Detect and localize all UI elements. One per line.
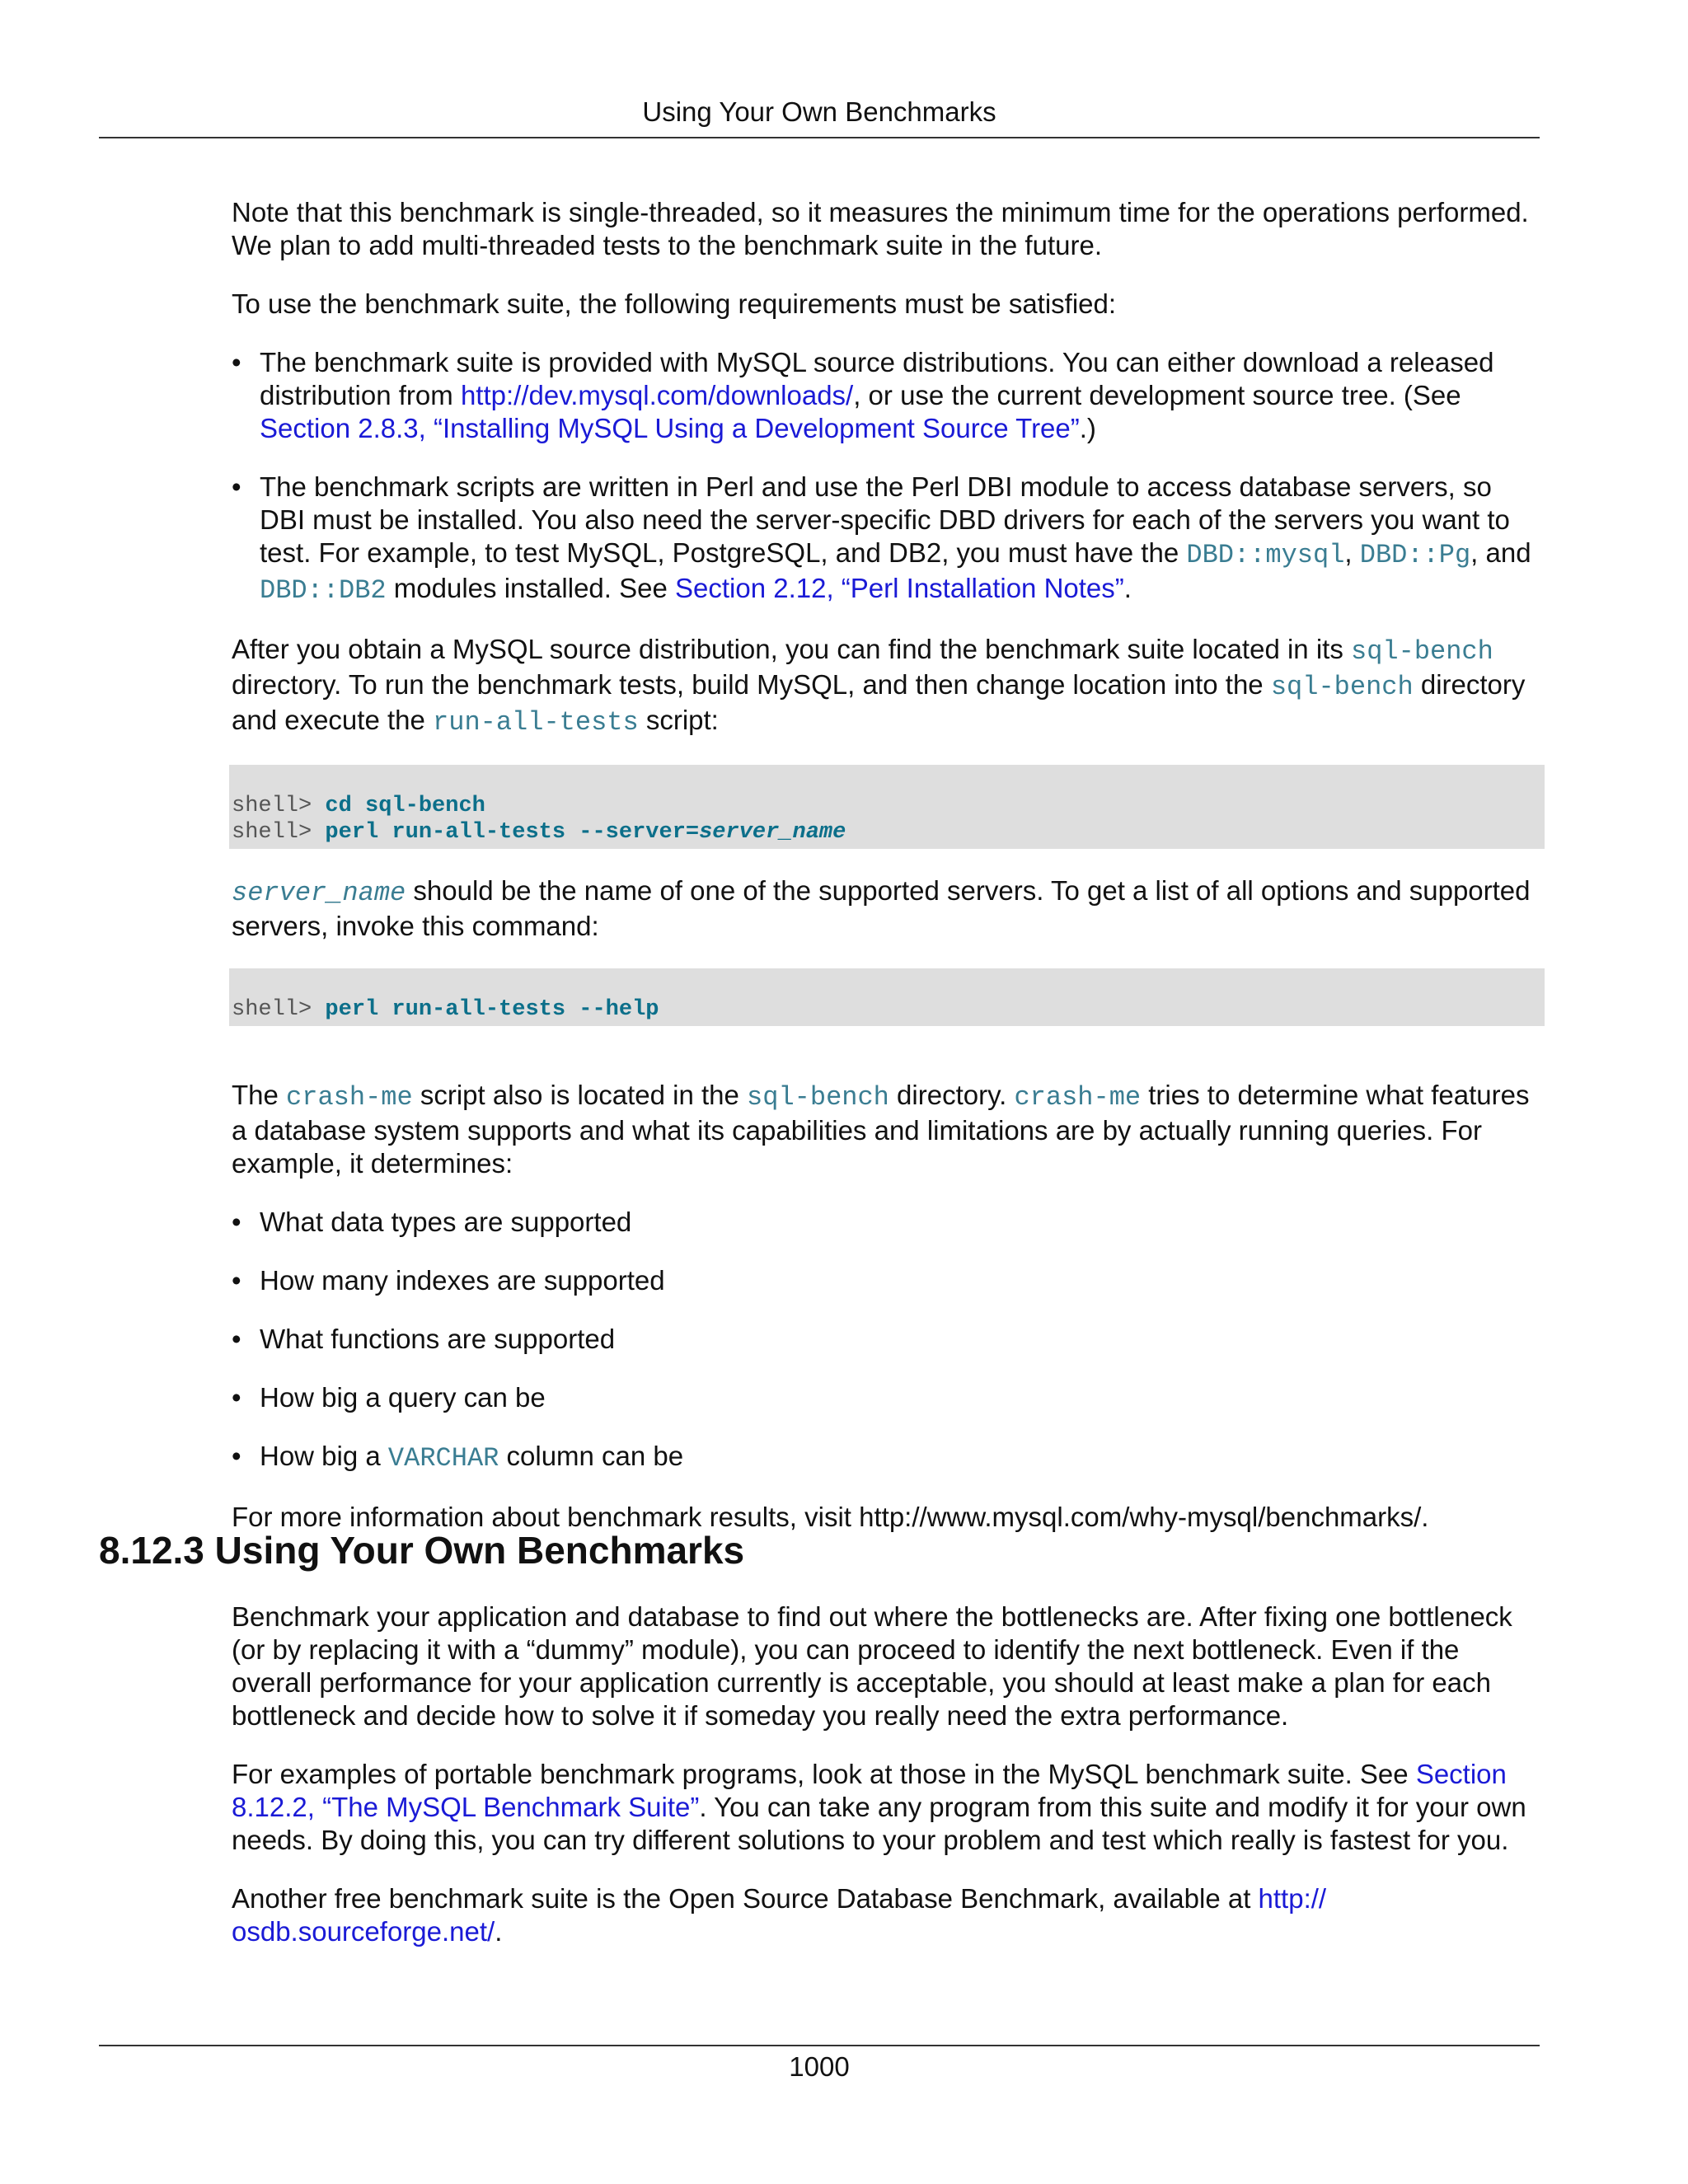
own-paragraph-3: Another free benchmark suite is the Open Source Database Benchmark, available at http:// osdb.sourceforge.net/.	[232, 1883, 1327, 1947]
footer-divider	[99, 2045, 1540, 2046]
code-block-help	[229, 968, 1545, 1026]
inline-code: crash-me	[286, 1082, 413, 1113]
section-2-8-3-link[interactable]: Section 2.8.3, “Installing MySQL Using a Development Source Tree”	[260, 413, 1080, 443]
after-paragraph: After you obtain a MySQL source distribution, you can find the benchmark suite located in its sql-bench directory. To run the benchmark tests, build MySQL, and then change location into the sql-bench directory and execute the run-all-tests script:	[232, 634, 1526, 738]
list-item: • What data types are supported	[232, 1206, 1542, 1239]
inline-code: server_name	[232, 878, 406, 908]
more-info-paragraph: For more information about benchmark results, visit http://www.mysql.com/why-mysql/benchmarks/.	[232, 1502, 1429, 1532]
intro-paragraph-1: Note that this benchmark is single-threaded, so it measures the minimum time for the operations performed. We plan to add multi-threaded tests to the benchmark suite in the future.	[232, 197, 1529, 260]
list-item: • The benchmark suite is provided with MySQL source distributions. You can either download a released distribution from http://dev.mysql.com/downloads/, or use the current development source tree. (See Section 2.8.3, “Installing MySQL Using a Development Source Tree”.)	[232, 346, 1542, 445]
code-line: shell> perl run-all-tests --help	[232, 997, 659, 1022]
inline-code: crash-me	[1014, 1082, 1142, 1113]
list-item: • How big a query can be	[232, 1381, 1542, 1414]
page-number: 1000	[789, 2051, 850, 2082]
section-heading: 8.12.3 Using Your Own Benchmarks	[99, 1529, 745, 1572]
inline-code: sql-bench	[1351, 636, 1493, 667]
code-block-run-tests	[229, 765, 1545, 849]
list-item: • How many indexes are supported	[232, 1264, 1542, 1297]
code-line: shell> perl run-all-tests --server=server_name	[232, 820, 846, 845]
inline-code: DBD::mysql	[1186, 540, 1345, 570]
section-content	[232, 1601, 1542, 1974]
inline-code: DBD::Pg	[1359, 540, 1471, 570]
header-divider	[99, 137, 1540, 138]
requirements-list	[232, 346, 1542, 607]
own-paragraph-1: Benchmark your application and database to find out where the bottlenecks are. After fixing one bottleneck (or by replacing it with a “dummy” module), you can proceed to identify the next bottleneck. Even if the overall performance for your application currently is acceptable, you should at least make a plan for each bottleneck and decide how to solve it if someday you really need the extra performance.	[232, 1601, 1512, 1731]
inline-code: run-all-tests	[433, 707, 639, 738]
inline-code: DBD::DB2	[260, 575, 387, 606]
list-item: • What functions are supported	[232, 1323, 1542, 1356]
own-paragraph-2: For examples of portable benchmark programs, look at those in the MySQL benchmark suite. See Section 8.12.2, “The MySQL Benchmark Suite”. You can take any program from this suite and modify it for your own needs. By doing this, you can try different solutions to your problem and test which really is fastest for you.	[232, 1759, 1526, 1855]
code-line: shell> cd sql-bench	[232, 794, 485, 818]
list-item: • How big a VARCHAR column can be	[232, 1440, 1542, 1475]
page-header-title: Using Your Own Benchmarks	[642, 96, 996, 127]
downloads-link[interactable]: http://dev.mysql.com/downloads/	[460, 380, 854, 410]
inline-code: VARCHAR	[387, 1443, 499, 1474]
server-name-paragraph: server_name should be the name of one of the supported servers. To get a list of all options and supported servers, invoke this command:	[232, 875, 1531, 941]
osdb-link[interactable]: http:// osdb.sourceforge.net/	[232, 1883, 1327, 1947]
determines-list	[232, 1206, 1542, 1475]
main-content	[232, 196, 1542, 1559]
crash-me-paragraph: The crash-me script also is located in the sql-bench directory. crash-me tries to determine what features a database system supports and what its capabilities and limitations are by actually running queries. For example, it determines:	[232, 1080, 1530, 1179]
intro-paragraph-2: To use the benchmark suite, the following requirements must be satisfied:	[232, 288, 1117, 319]
list-item: • The benchmark scripts are written in Perl and use the Perl DBI module to access database servers, so DBI must be installed. You also need the server-specific DBD drivers for each of the servers you want to test. For example, to test MySQL, PostgreSQL, and DB2, you must have the DBD::mysql, DBD::Pg, and DBD::DB2 modules installed. See Section 2.12, “Perl Installation Notes”.	[232, 471, 1542, 607]
section-8-12-2-link[interactable]: Section 8.12.2, “The MySQL Benchmark Suite”	[232, 1759, 1507, 1822]
inline-code: sql-bench	[747, 1082, 889, 1113]
section-2-12-link[interactable]: Section 2.12, “Perl Installation Notes”	[675, 573, 1124, 603]
inline-code: sql-bench	[1270, 672, 1414, 702]
